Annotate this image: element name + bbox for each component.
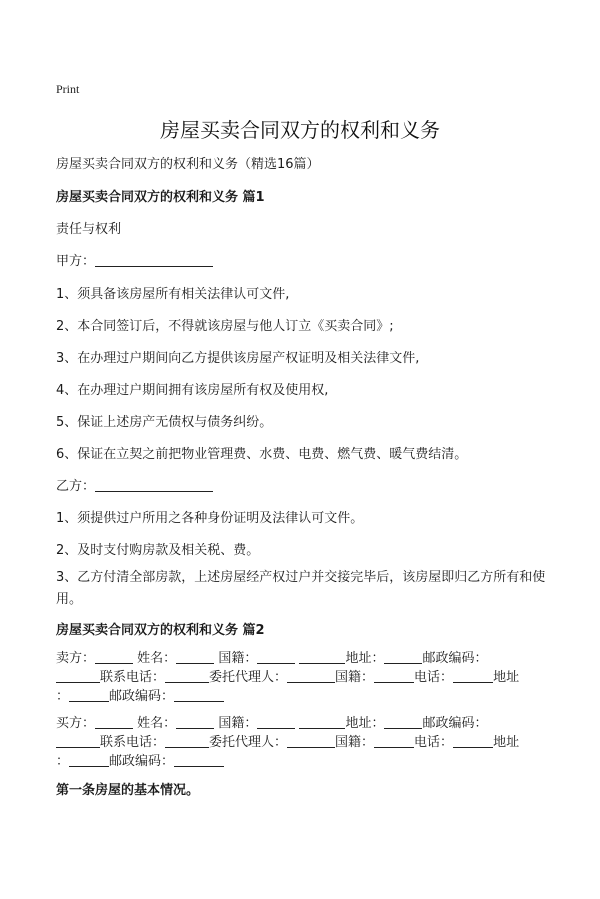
buyer-agent-nationality-label: 国籍： [335,735,375,750]
buyer-gap-blank [299,716,345,729]
buyer-agent-postcode-blank [174,754,224,767]
buyer-nationality-label: 国籍： [218,716,258,731]
party-b-item-1: 1、须提供过户所用之各种身份证明及法律认可文件。 [56,511,364,526]
seller-agent-postcode-label: 邮政编码： [109,689,175,704]
buyer-agent-phone-blank [453,735,493,748]
seller-agent-label: 委托代理人： [209,670,288,685]
seller-nationality-blank [257,651,295,664]
seller-agent-phone-blank [453,670,493,683]
party-a-item-5: 5、保证上述房产无债权与债务纠纷。 [56,415,273,430]
seller-row-3: ： 邮政编码： [56,685,224,704]
document-title: 房屋买卖合同双方的权利和义务 [160,118,440,142]
seller-name-label: 姓名： [137,651,177,666]
seller-postcode-label: 邮政编码： [422,651,488,666]
buyer-agent-nationality-blank [374,735,414,748]
party-b-item-3: 3、乙方付清全部房款，上述房屋经产权过户并交接完毕后，该房屋即归乙方所有和使用。 [56,570,546,607]
buyer-phone-blank [165,735,209,748]
party-b-line [56,475,213,494]
print-label[interactable]: Print [56,82,80,96]
buyer-agent-label: 委托代理人： [209,735,288,750]
party-a-item-3: 3、在办理过户期间向乙方提供该房屋产权证明及相关法律文件, [56,351,420,366]
seller-phone-blank [165,670,209,683]
buyer-agent-blank [287,735,335,748]
seller-agent-phone-label: 电话： [414,670,454,685]
seller-agent-nationality-blank [374,670,414,683]
buyer-nationality-blank [257,716,295,729]
section2-heading: 房屋买卖合同双方的权利和义务 篇2 [56,623,265,638]
document-subtitle: 房屋买卖合同双方的权利和义务（精选16篇） [56,157,320,172]
party-a-item-4: 4、在办理过户期间拥有该房屋所有权及使用权, [56,383,329,398]
buyer-agent-phone-label: 电话： [414,735,454,750]
party-a-line [56,250,213,269]
party-a-blank [95,254,213,267]
buyer-agent-postcode-label: 邮政编码： [109,754,175,769]
buyer-row-2 [56,731,519,750]
party-b-item-2: 2、及时支付购房款及相关税、费。 [56,543,260,558]
seller-address-label: 地址： [345,651,385,666]
seller-row-2 [56,666,519,685]
buyer-agent-address-blank [69,754,109,767]
seller-name-blank [176,651,214,664]
buyer-phone-label: 联系电话： [100,735,166,750]
buyer-blank [95,716,133,729]
buyer-agent-address-label: 地址 [493,735,520,750]
party-a-item-6: 6、保证在立契之前把物业管理费、水费、电费、燃气费、暖气费结清。 [56,447,468,462]
seller-nationality-label: 国籍： [218,651,258,666]
party-b-label: 乙方： [56,479,96,494]
buyer-postcode-label: 邮政编码： [422,716,488,731]
party-a-item-2: 2、本合同签订后，不得就该房屋与他人订立《买卖合同》; [56,319,394,334]
seller-blank [95,651,133,664]
buyer-address-blank [384,716,422,729]
buyer-name-blank [176,716,214,729]
seller-agent-postcode-blank [174,689,224,702]
seller-postcode-blank [56,670,100,683]
article-1-heading: 第一条房屋的基本情况。 [56,783,200,798]
seller-row-1 [56,647,488,666]
seller-address-blank [384,651,422,664]
buyer-name-label: 姓名： [137,716,177,731]
buyer-row-3: ： 邮政编码： [56,750,224,769]
seller-gap-blank [299,651,345,664]
buyer-row-1 [56,712,488,731]
seller-phone-label: 联系电话： [100,670,166,685]
section1-intro: 责任与权利 [56,222,122,237]
buyer-postcode-blank [56,735,100,748]
section1-heading: 房屋买卖合同双方的权利和义务 篇1 [56,190,265,205]
party-b-blank [95,479,213,492]
buyer-role: 买方： [56,716,96,731]
seller-agent-address-label: 地址 [493,670,520,685]
seller-agent-address-blank [69,689,109,702]
party-a-item-1: 1、须具备该房屋所有相关法律认可文件, [56,287,290,302]
seller-role: 卖方： [56,651,96,666]
seller-agent-nationality-label: 国籍： [335,670,375,685]
seller-agent-blank [287,670,335,683]
buyer-address-label: 地址： [345,716,385,731]
party-a-label: 甲方： [56,254,96,269]
